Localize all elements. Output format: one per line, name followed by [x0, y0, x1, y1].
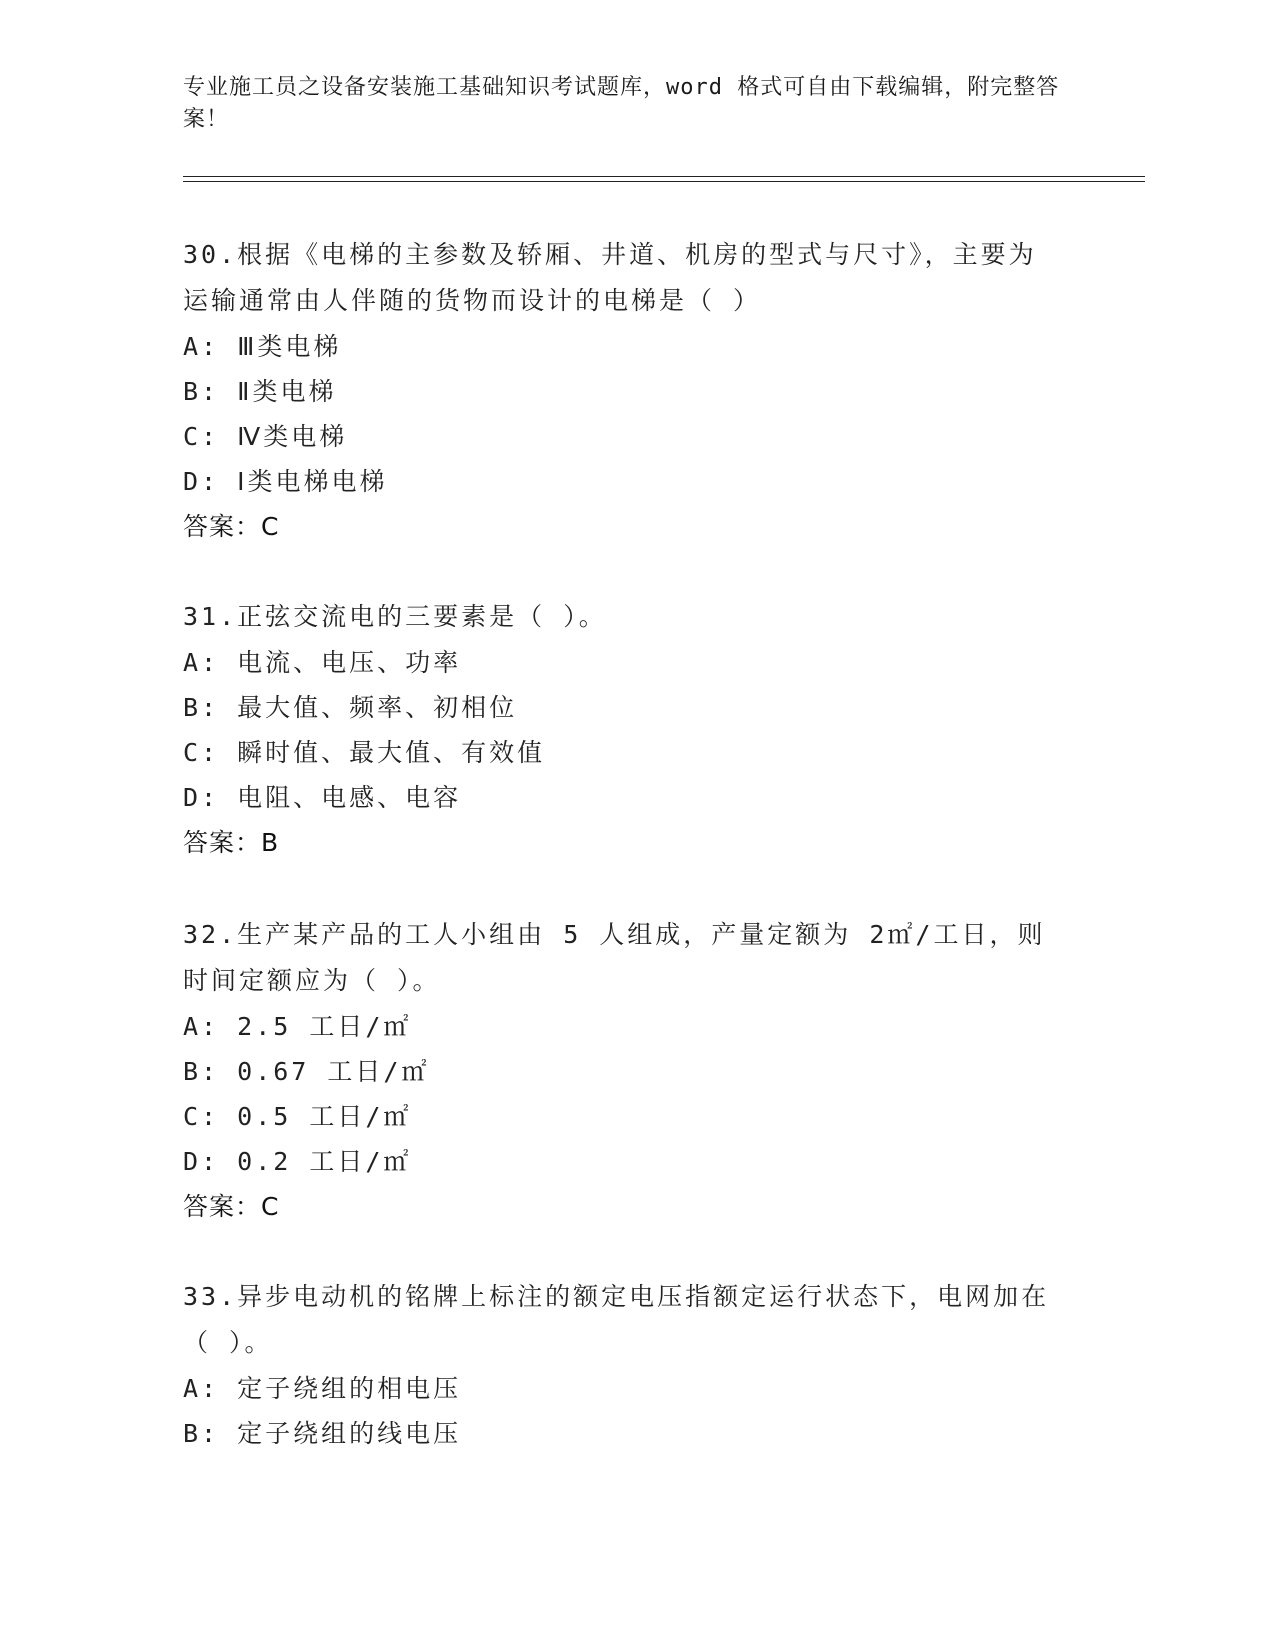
- option-c: C: 0.5 工日/㎡: [183, 1102, 412, 1131]
- option-c: C: Ⅳ类电梯: [183, 422, 348, 451]
- option-b: B: Ⅱ类电梯: [183, 377, 337, 406]
- header-rule-bottom: [183, 181, 1145, 182]
- question-stem: 32.生产某产品的工人小组由 5 人组成，产量定额为 2㎡/工日，则时间定额应为（ ）。: [183, 920, 1046, 995]
- option-c: C: 瞬时值、最大值、有效值: [183, 738, 546, 767]
- option-a: A: Ⅲ类电梯: [183, 332, 342, 361]
- question-stem: 31.正弦交流电的三要素是（ ）。: [183, 602, 607, 631]
- option-d: D: Ⅰ类电梯电梯: [183, 467, 388, 496]
- option-b: B: 最大值、频率、初相位: [183, 693, 518, 722]
- option-d: D: 0.2 工日/㎡: [183, 1147, 412, 1176]
- option-a: A: 电流、电压、功率: [183, 648, 462, 677]
- option-d: D: 电阻、电感、电容: [183, 783, 462, 812]
- question-32: [183, 912, 1063, 1229]
- question-stem: 33.异步电动机的铭牌上标注的额定电压指额定运行状态下，电网加在（ ）。: [183, 1282, 1050, 1357]
- answer: 答案：C: [183, 512, 280, 541]
- question-31: [183, 594, 1063, 865]
- option-a: A: 2.5 工日/㎡: [183, 1012, 412, 1041]
- document-header: 专业施工员之设备安装施工基础知识考试题库，word 格式可自由下载编辑，附完整答案！: [183, 75, 1060, 132]
- header-rule-top: [183, 176, 1145, 177]
- answer: 答案：C: [183, 1192, 280, 1221]
- option-b: B: 定子绕组的线电压: [183, 1419, 462, 1448]
- answer: 答案：B: [183, 828, 280, 857]
- question-stem: 30.根据《电梯的主参数及轿厢、井道、机房的型式与尺寸》，主要为运输通常由人伴随的货物而设计的电梯是（ ）: [183, 240, 1037, 315]
- question-30: [183, 232, 1063, 549]
- question-33: [183, 1274, 1063, 1456]
- option-a: A: 定子绕组的相电压: [183, 1374, 462, 1403]
- option-b: B: 0.67 工日/㎡: [183, 1057, 430, 1086]
